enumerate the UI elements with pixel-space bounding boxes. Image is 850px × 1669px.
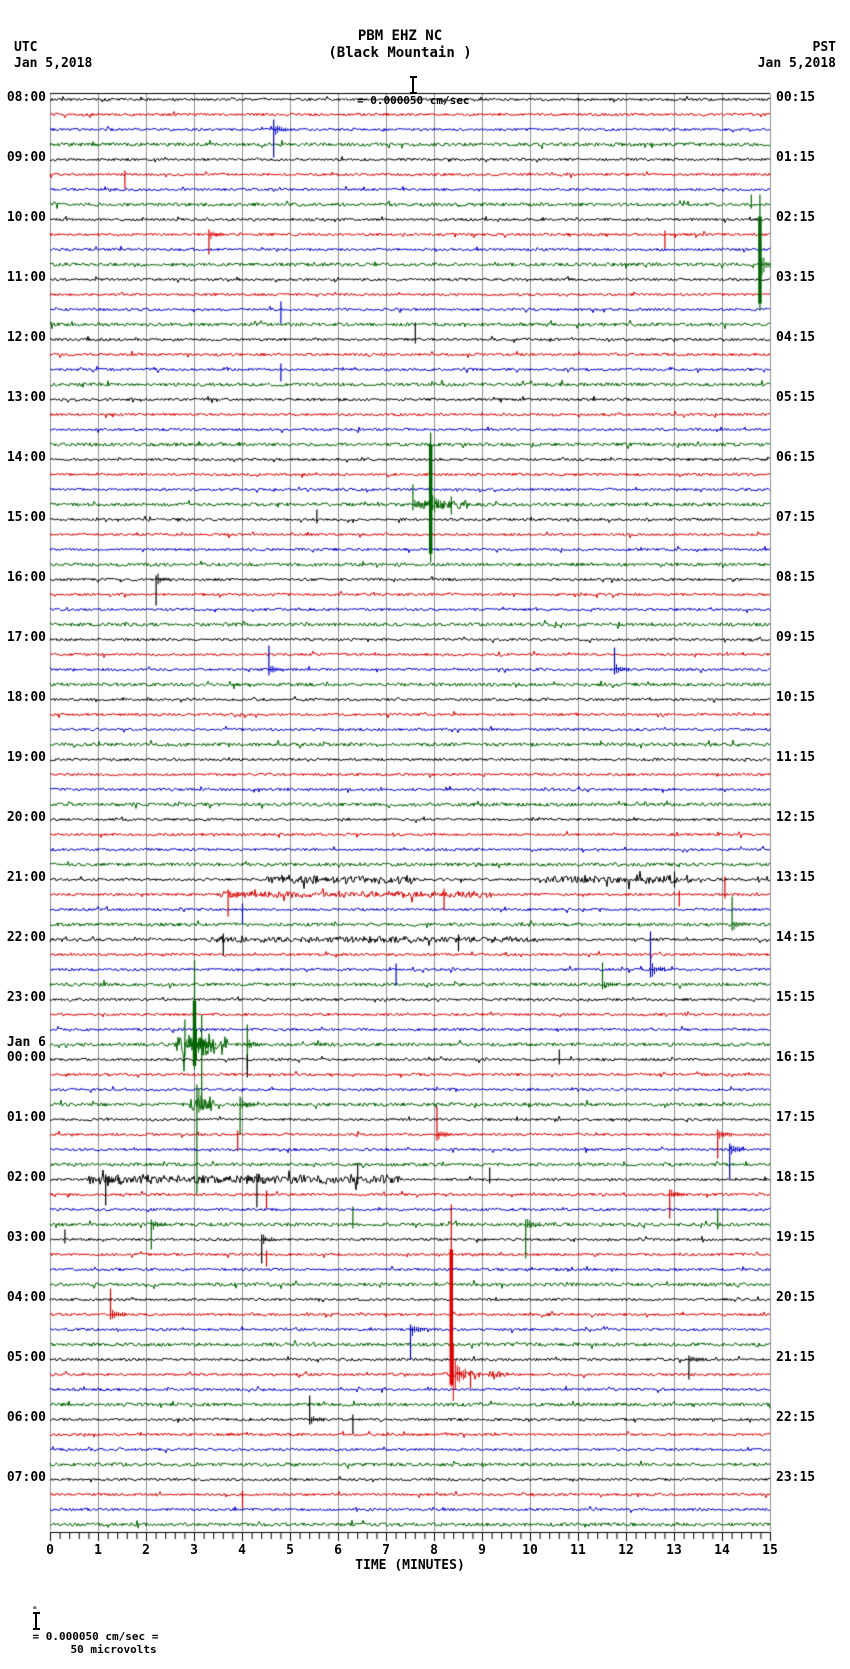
utc-hour-label: 13:00 <box>6 390 46 405</box>
pst-hour-label: 02:15 <box>776 210 816 225</box>
pst-hour-label: 20:15 <box>776 1290 816 1305</box>
minute-tick-label: 10 <box>522 1543 538 1558</box>
minute-tick-label: 5 <box>286 1543 294 1558</box>
pst-hour-label: 00:15 <box>776 90 816 105</box>
pst-hour-label: 07:15 <box>776 510 816 525</box>
trace-sample-glyph: ₘ <box>32 1602 38 1611</box>
minute-tick-label: 13 <box>666 1543 682 1558</box>
utc-hour-label: 12:00 <box>6 330 46 345</box>
pst-hour-label: 22:15 <box>776 1410 816 1425</box>
pst-hour-label: 18:15 <box>776 1170 816 1185</box>
utc-hour-label: 05:00 <box>6 1350 46 1365</box>
utc-hour-label: 20:00 <box>6 810 46 825</box>
utc-hour-label: 06:00 <box>6 1410 46 1425</box>
utc-hour-label: 01:00 <box>6 1110 46 1125</box>
minute-tick-label: 14 <box>714 1543 730 1558</box>
pst-hour-label: 21:15 <box>776 1350 816 1365</box>
pst-timezone-label: PST <box>812 40 836 55</box>
utc-hour-label: 16:00 <box>6 570 46 585</box>
utc-timezone-label: UTC <box>14 40 38 55</box>
pst-hour-label: 04:15 <box>776 330 816 345</box>
pst-hour-label: 19:15 <box>776 1230 816 1245</box>
date-change-label: Jan 6 <box>6 1035 46 1050</box>
minute-tick-label: 0 <box>46 1543 54 1558</box>
footer-scale-note <box>6 1586 158 1669</box>
pst-hour-label: 09:15 <box>776 630 816 645</box>
utc-hour-label: 02:00 <box>6 1170 46 1185</box>
pst-hour-label: 08:15 <box>776 570 816 585</box>
utc-hour-label: 04:00 <box>6 1290 46 1305</box>
utc-hour-label: 22:00 <box>6 930 46 945</box>
station-subtitle: (Black Mountain ) <box>328 45 472 61</box>
pst-hour-label: 12:15 <box>776 810 816 825</box>
minute-tick-label: 11 <box>570 1543 586 1558</box>
minute-tick-label: 7 <box>382 1543 390 1558</box>
pst-hour-label: 10:15 <box>776 690 816 705</box>
minute-tick-label: 1 <box>94 1543 102 1558</box>
minute-tick-label: 15 <box>762 1543 778 1558</box>
utc-hour-label: 08:00 <box>6 90 46 105</box>
x-axis-title: TIME (MINUTES) <box>355 1558 465 1573</box>
footer-scale-value: 50 microvolts <box>70 1643 157 1656</box>
utc-hour-label: 09:00 <box>6 150 46 165</box>
utc-hour-label: 10:00 <box>6 210 46 225</box>
pst-hour-label: 06:15 <box>776 450 816 465</box>
pst-date-label: Jan 5,2018 <box>757 56 836 71</box>
scale-bar-icon <box>33 1612 40 1630</box>
pst-hour-label: 13:15 <box>776 870 816 885</box>
utc-hour-label: 18:00 <box>6 690 46 705</box>
minute-tick-label: 3 <box>190 1543 198 1558</box>
pst-hour-label: 11:15 <box>776 750 816 765</box>
minute-tick-label: 12 <box>618 1543 634 1558</box>
pst-hour-label: 23:15 <box>776 1470 816 1485</box>
pst-hour-label: 16:15 <box>776 1050 816 1065</box>
minute-tick-label: 9 <box>478 1543 486 1558</box>
utc-hour-label: 07:00 <box>6 1470 46 1485</box>
utc-hour-label: 23:00 <box>6 990 46 1005</box>
utc-hour-label: 03:00 <box>6 1230 46 1245</box>
utc-hour-label: 19:00 <box>6 750 46 765</box>
footer-scale-equals: = 0.000050 cm/sec = <box>32 1630 159 1643</box>
pst-hour-label: 17:15 <box>776 1110 816 1125</box>
utc-date-label: Jan 5,2018 <box>14 56 93 71</box>
utc-hour-label: 14:00 <box>6 450 46 465</box>
minute-tick-label: 2 <box>142 1543 150 1558</box>
station-title: PBM EHZ NC <box>357 28 443 44</box>
amplitude-scale-text: = 0.000050 cm/sec <box>356 94 470 107</box>
utc-hour-label: 17:00 <box>6 630 46 645</box>
utc-hour-label: 00:00 <box>6 1050 46 1065</box>
pst-hour-label: 15:15 <box>776 990 816 1005</box>
amplitude-scale-line <box>180 63 620 120</box>
minute-tick-label: 6 <box>334 1543 342 1558</box>
pst-hour-label: 03:15 <box>776 270 816 285</box>
pst-hour-label: 14:15 <box>776 930 816 945</box>
minute-tick-label: 8 <box>430 1543 438 1558</box>
utc-hour-label: 15:00 <box>6 510 46 525</box>
utc-hour-label: 21:00 <box>6 870 46 885</box>
amplitude-scale-bar-icon <box>410 76 417 94</box>
pst-hour-label: 05:15 <box>776 390 816 405</box>
utc-hour-label: 11:00 <box>6 270 46 285</box>
minute-tick-label: 4 <box>238 1543 246 1558</box>
pst-hour-label: 01:15 <box>776 150 816 165</box>
